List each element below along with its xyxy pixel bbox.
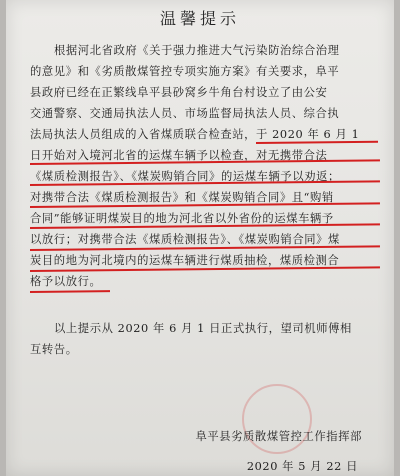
notice-line: 互转告。 xyxy=(30,343,78,356)
notice-line: 县政府已经在正繁线阜平县砂窝乡牛角台村设立了由公安 xyxy=(30,86,328,99)
notice-line: 以上提示从 2020 年 6 月 1 日正式执行，望司机师傅相 xyxy=(54,322,352,335)
notice-line: 格予以放行。 xyxy=(30,275,102,288)
issuing-organization: 阜平县劣质散煤管控工作指挥部 xyxy=(195,430,362,443)
notice-line: 对携带合法《煤质检测报告》和《煤炭购销合同》且“购销 xyxy=(30,191,334,204)
notice-line: 的意见》和《劣质散煤管控专项实施方案》有关要求，阜平 xyxy=(30,65,340,78)
notice-line: 根据河北省政府《关于强力推进大气污染防治综合治理 xyxy=(54,44,340,57)
notice-line: 以放行；对携带合法《煤质检测报告》、《煤炭购销合同》煤 xyxy=(30,233,340,246)
notice-line: 交通警察、交通局执法人员、市场监督局执法人员、综合执 xyxy=(30,107,340,120)
notice-line: 合同”能够证明煤炭目的地为河北省以外省份的运煤车辆予 xyxy=(30,212,334,225)
notice-title: 温馨提示 xyxy=(159,9,240,28)
notice-line: 《煤质检测报告》、《煤炭购销合同》的运煤车辆予以劝返； xyxy=(30,170,340,183)
notice-line: 法局执法人员组成的入省煤质联合检查站，于 2020 年 6 月 1 xyxy=(30,128,360,141)
issue-date: 2020 年 5 月 22 日 xyxy=(246,460,358,473)
notice-paper xyxy=(6,0,394,476)
notice-line: 日开始对入境河北省的运煤车辆予以检查，对无携带合法 xyxy=(30,149,328,162)
notice-line: 炭目的地为河北境内的运煤车辆进行煤质抽检，煤质检测合 xyxy=(30,254,340,267)
highlight-underline xyxy=(30,290,110,293)
